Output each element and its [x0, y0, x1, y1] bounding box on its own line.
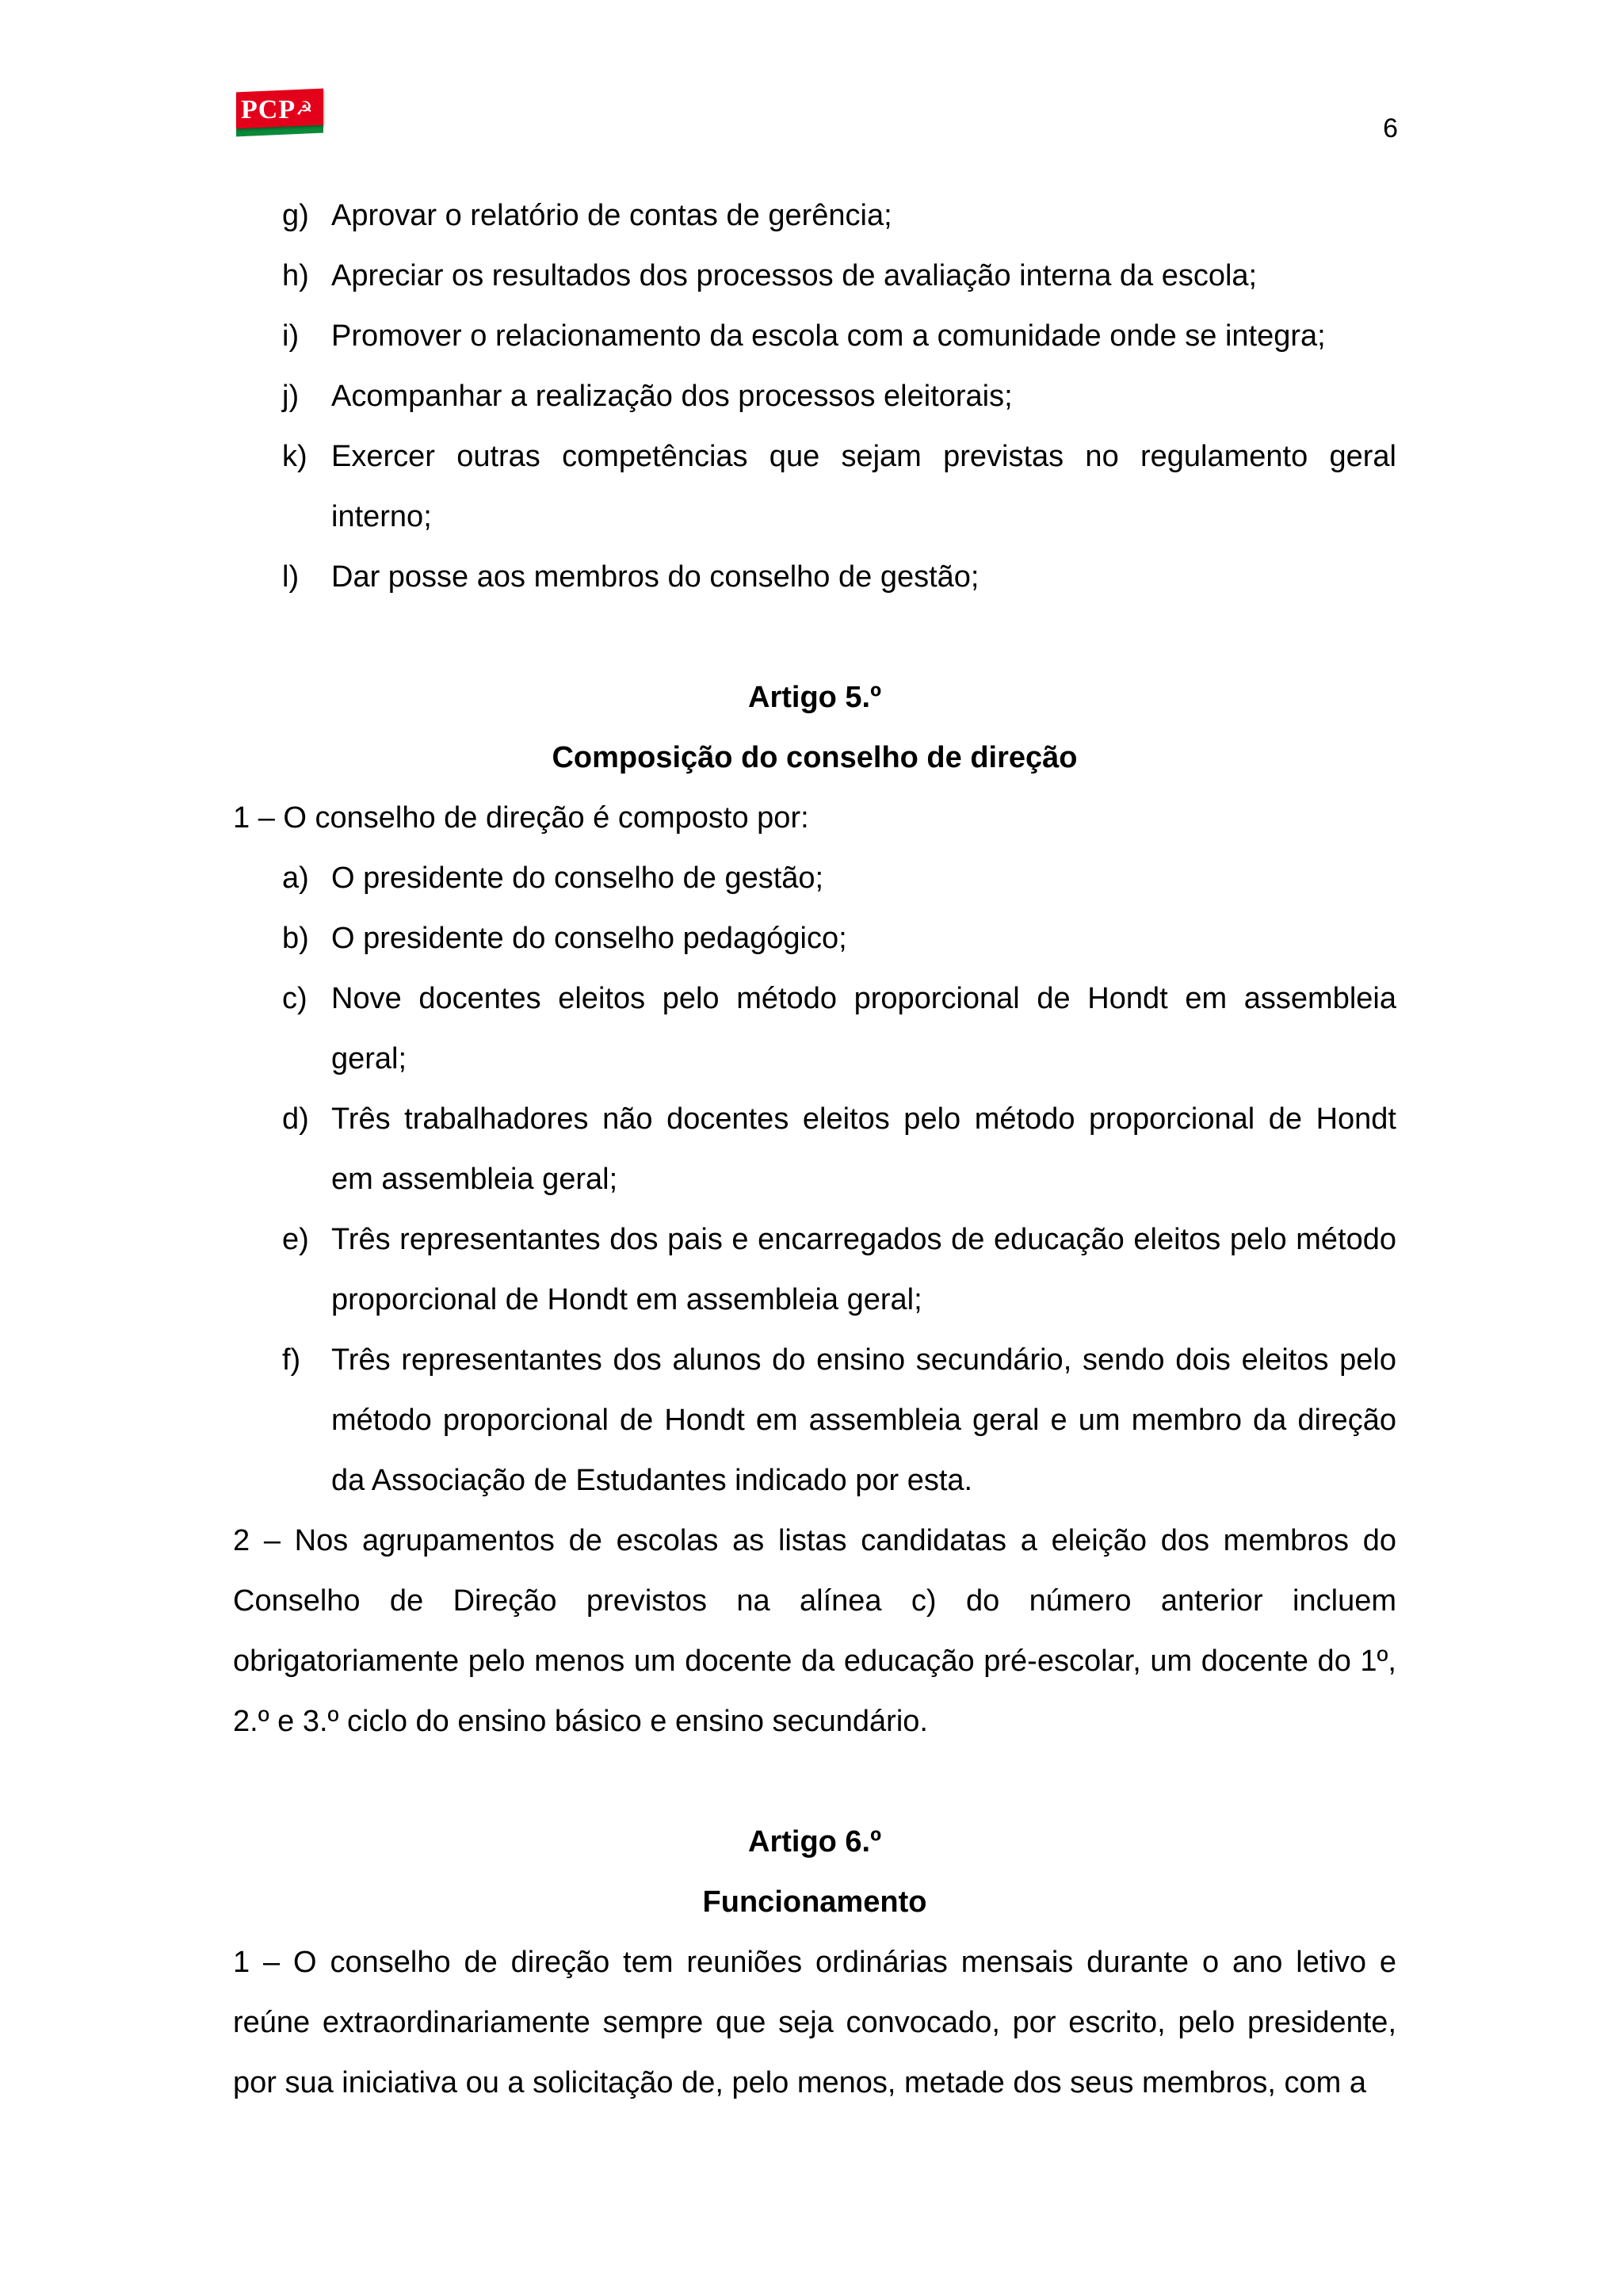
- article-6-number: Artigo 6.º: [748, 1825, 881, 1859]
- article-5-title: Composição do conselho de direção: [552, 741, 1078, 774]
- pcp-logo: [236, 90, 323, 138]
- list-text: Aprovar o relatório de contas de gerência;: [331, 199, 892, 232]
- list-text: O presidente do conselho pedagógico;: [331, 922, 847, 955]
- list-item-i: [233, 306, 1396, 366]
- list-label: j): [282, 380, 300, 413]
- list-label: g): [282, 199, 309, 232]
- list-item-c: [233, 968, 1396, 1089]
- logo-text: PCP☭: [241, 95, 314, 124]
- list-item-b: [233, 908, 1396, 968]
- list-text: Apreciar os resultados dos processos de avaliação interna da escola;: [331, 259, 1258, 292]
- list-label: a): [282, 861, 309, 895]
- list-text: Três trabalhadores não docentes eleitos pelo método proporcional de Hondt em assembleia geral;: [331, 1102, 1396, 1196]
- list-label: c): [282, 982, 307, 1015]
- list-item-h: [233, 246, 1396, 306]
- article-6-paragraph-1: 1 – O conselho de direção tem reuniões ordinárias mensais durante o ano letivo e reúne extraordinariamente sempre que seja convocado, por escrito, pelo presidente, por sua iniciativa ou a solicitação de, pelo menos, metade dos seus membros, com a: [233, 1946, 1396, 2099]
- list-item-d: [233, 1089, 1396, 1209]
- list-text: Acompanhar a realização dos processos eleitorais;: [331, 380, 1013, 413]
- list-text: Exercer outras competências que sejam previstas no regulamento geral interno;: [331, 440, 1396, 533]
- list-label: d): [282, 1102, 309, 1136]
- list-text: Dar posse aos membros do conselho de gestão;: [331, 560, 980, 594]
- article-5-paragraph-2: 2 – Nos agrupamentos de escolas as listas candidatas a eleição dos membros do Conselho de Direção previstos na alínea c) do número anterior incluem obrigatoriamente pelo menos um docente da educação pré-escolar, um docente do 1º, 2.º e 3.º ciclo do ensino básico e ensino secundário.: [233, 1524, 1396, 1738]
- list-label: h): [282, 259, 309, 292]
- list-item-j: [233, 366, 1396, 426]
- list-text: Três representantes dos pais e encarregados de educação eleitos pelo método proporcional de Hondt em assembleia geral;: [331, 1223, 1396, 1316]
- list-label: l): [282, 560, 300, 594]
- list-text: Três representantes dos alunos do ensino secundário, sendo dois eleitos pelo método proporcional de Hondt em assembleia geral e um membro da direção da Associação de Estudantes indicado por esta.: [331, 1343, 1396, 1497]
- list-label: b): [282, 922, 309, 955]
- list-text: Nove docentes eleitos pelo método proporcional de Hondt em assembleia geral;: [331, 982, 1396, 1075]
- spacer: [233, 607, 1396, 667]
- page-number: 6: [1383, 113, 1398, 143]
- spacer: [233, 1752, 1396, 1812]
- list-item-a: [233, 848, 1396, 908]
- list-label: e): [282, 1223, 309, 1256]
- list-label: i): [282, 319, 300, 353]
- hammer-sickle-icon: ☭: [296, 97, 314, 120]
- list-item-f: [233, 1330, 1396, 1511]
- list-item-e: [233, 1209, 1396, 1330]
- list-item-l: [233, 547, 1396, 607]
- article-5-number: Artigo 5.º: [748, 681, 881, 714]
- article-5-intro: 1 – O conselho de direção é composto por:: [233, 801, 809, 835]
- list-text: O presidente do conselho de gestão;: [331, 861, 824, 895]
- list-text: Promover o relacionamento da escola com a comunidade onde se integra;: [331, 319, 1326, 353]
- list-item-g: [233, 185, 1396, 246]
- list-item-k: [233, 426, 1396, 547]
- list-label: f): [282, 1343, 301, 1377]
- article-6-title: Funcionamento: [702, 1885, 927, 1919]
- document-body: [233, 185, 1396, 2113]
- list-label: k): [282, 440, 307, 473]
